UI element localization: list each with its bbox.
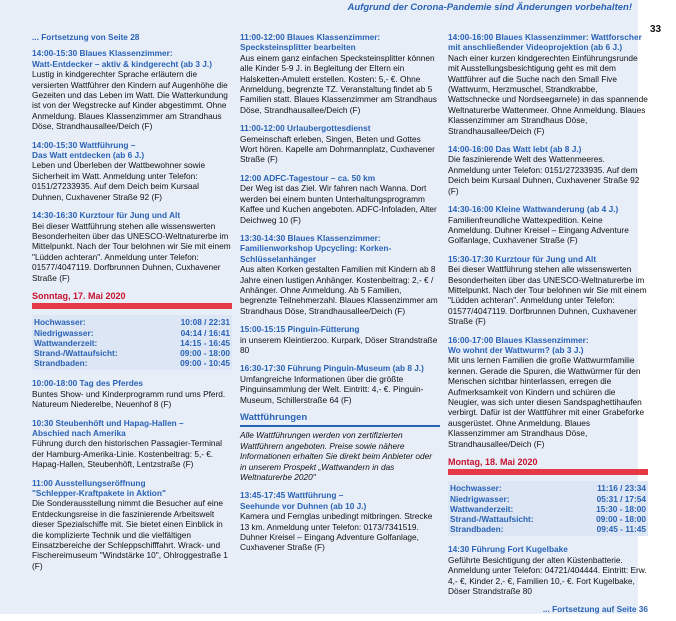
event-subtitle: Familienworkshop Upcycling: Korken-Schlüsselanhänger bbox=[240, 243, 392, 264]
tide-row bbox=[34, 358, 230, 368]
event-description: Die faszinierende Welt des Wattenmeeres. Anmeldung unter Telefon: 0151/27233935. Auf dem Deich beim Kursaal Duhnen, Cuxhavener Straße 92 (F) bbox=[448, 154, 640, 196]
event-title: 16:30-17:30 Führung Pinguin-Museum (ab 8 J.) bbox=[240, 363, 424, 374]
tide-label: Niedrigwasser: bbox=[34, 327, 94, 338]
tide-label: Niedrigwasser: bbox=[450, 493, 510, 504]
continue-to-link[interactable]: ... Fortsetzung auf Seite 36 bbox=[542, 604, 648, 615]
tide-value: 15:30 - 18:00 bbox=[596, 503, 646, 514]
tide-row bbox=[34, 348, 230, 358]
event-title: 11:00-12:00 Blaues Klassenzimmer: bbox=[240, 32, 381, 42]
event-title: 13:45-17:45 Wattführung – bbox=[240, 490, 344, 501]
event-entry bbox=[32, 140, 232, 202]
event-title: 10:00-18:00 Tag des Pferdes bbox=[32, 378, 143, 389]
event-description: Kamera und Fernglas unbedingt mitbringen. Strecke 13 km. Anmeldung unter Telefon: 0173/7341519. Duhner Kreisel – Eingang Adventure Golfanlage, Cuxhavener Straße (F) bbox=[240, 511, 433, 553]
event-description: Nach einer kurzen kindgerechten Einführungsrunde mit Ausstellungsbesichtigung geht es mit dem Wattführer auf die Suche nach den Small Five (Wattwurm, Herzmuschel, Strandkrabbe, Wattschnecke und Nordseegarnele) in das spannende Weltnaturerbe Wattenmeer. Ohne Anmeldung. Blaues Klassenzimmer am Strandhaus Döse, Strandhausallee/Deich (F) bbox=[448, 52, 648, 136]
tide-table bbox=[32, 315, 232, 370]
event-subtitle: Abschied nach Amerika bbox=[32, 427, 126, 438]
event-subtitle: Specksteinsplitter bearbeiten bbox=[240, 42, 356, 53]
event-title: 16:00-17:00 Blaues Klassenzimmer: bbox=[448, 334, 589, 345]
tide-value: 09:00 - 18:00 bbox=[596, 514, 646, 525]
tide-row bbox=[450, 504, 646, 514]
event-entry bbox=[448, 254, 648, 327]
continue-from-link[interactable]: ... Fortsetzung von Seite 28 bbox=[32, 32, 140, 42]
event-description: in unserem Kleintierzoo. Kurpark, Döser Strandstraße 80 bbox=[240, 334, 438, 355]
tide-value: 09:00 - 18:00 bbox=[180, 347, 230, 358]
day-heading: Sonntag, 17. Mai 2020 bbox=[32, 290, 126, 301]
section-heading: Wattführungen bbox=[240, 412, 308, 423]
day-bar bbox=[448, 469, 648, 475]
tide-value: 05:31 / 17:54 bbox=[596, 493, 646, 504]
event-subtitle: Wo wohnt der Wattwurm? (ab 3 J.) bbox=[448, 344, 584, 355]
event-title: 11:00 Ausstellungseröffnung bbox=[32, 477, 146, 488]
event-description: Geführte Besichtigung der alten Küstenbatterie. Anmeldung unter Telefon: 04721/404444. Eintritt: Erw. 4,- €, Kinder 2,- €, Familien 10,- €. Fort Kugelbake, Döser Strandstraße 80 bbox=[448, 554, 647, 597]
event-entry bbox=[448, 144, 648, 196]
tide-row bbox=[34, 338, 230, 348]
event-title: 10:30 Steubenhöft und Hapag-Hallen – bbox=[32, 417, 184, 428]
tide-label: Wattwanderzeit: bbox=[450, 503, 514, 514]
tide-value: 09:00 - 10:45 bbox=[180, 358, 230, 369]
event-title: 14:00-16:00 Das Watt lebt (ab 8 J.) bbox=[448, 144, 582, 155]
event-title: 14:30-16:00 Kleine Wattwanderung (ab 4 J.) bbox=[448, 204, 619, 215]
tide-table bbox=[448, 481, 648, 536]
event-entry bbox=[32, 418, 232, 470]
event-entry bbox=[32, 48, 232, 131]
day-heading: Montag, 18. Mai 2020 bbox=[448, 457, 538, 468]
tide-value: 14:15 - 16:45 bbox=[180, 337, 230, 348]
notice-bar bbox=[0, 0, 638, 18]
tide-value: 10:08 / 22:31 bbox=[180, 317, 230, 328]
event-title: 14:00-16:00 Blaues Klassenzimmer: Wattforscher bbox=[448, 32, 642, 42]
event-entry bbox=[240, 490, 440, 552]
tide-row bbox=[450, 524, 646, 534]
event-title: 11:00-12:00 Urlaubergottesdienst bbox=[240, 123, 371, 134]
tide-row bbox=[34, 328, 230, 338]
event-description: Bei dieser Wattführung stehen alle wissenswerten Besonderheiten über das UNESCO-Weltnaturerbe im Mittelpunkt. Nach der Tour belohnen wir Sie mit einem "Lüdden achteran". Anmeldung unter Telefon: 01577/4047119. Dorfbrunnen Duhnen, Cuxhavener Straße (F) bbox=[448, 264, 647, 327]
event-description: Mit uns lernen Familien die große Wattwurmfamilie kennen. Gerade die Spuren, die Wattwürmer für den Menschen sichtbar hinterlassen, erregen die Aufmerksamkeit von Kindern und schüren die Neugier, was sich unter diesen Sandspaghettihaufen verbirgt. Dafür ist der Wattführer mit einer Grabeforke ausgerüstet. Ohne Anmeldung. Blaues Klassenzimmer am Strandhaus Döse, Strandhausallee/Deich (F) bbox=[448, 355, 645, 449]
notice-text: Aufgrund der Corona-Pandemie sind Änderungen vorbehalten! bbox=[347, 2, 632, 13]
day-bar bbox=[32, 303, 232, 309]
page-number: 33 bbox=[650, 24, 662, 35]
event-entry bbox=[32, 378, 232, 409]
tide-row bbox=[450, 483, 646, 493]
event-description: Gemeinschaft erleben, Singen, Beten und Gottes Wort hören. Kapelle am Dohrmannplatz, Cuxhavener Straße (F) bbox=[240, 133, 435, 165]
event-entry bbox=[240, 32, 440, 115]
column-2 bbox=[240, 32, 440, 561]
event-entry bbox=[448, 204, 648, 246]
event-title: 15:00-15:15 Pinguin-Fütterung bbox=[240, 324, 360, 335]
event-entry bbox=[32, 478, 232, 572]
event-entry bbox=[32, 210, 232, 283]
event-subtitle: Watt-Entdecker – aktiv & kindgerecht (ab 3 J.) bbox=[32, 58, 212, 69]
tide-row bbox=[450, 514, 646, 524]
event-entry bbox=[240, 173, 440, 225]
tide-label: Strandbaden: bbox=[450, 524, 504, 535]
tide-label: Wattwanderzeit: bbox=[34, 337, 98, 348]
event-description: Bei dieser Wattführung stehen alle wissenswerten Besonderheiten über das UNESCO-Weltnaturerbe im Mittelpunkt. Nach der Tour belohnen wir Sie mit einem "Lüdden achteran". Anmeldung unter Telefon: 01577/4047119. Dorfbrunnen Duhnen, Cuxhavener Straße (F) bbox=[32, 220, 231, 283]
tide-label: Strand-/Wattaufsicht: bbox=[34, 347, 118, 358]
event-title: 14:30 Führung Fort Kugelbake bbox=[448, 544, 568, 555]
event-subtitle: "Schlepper-Kraftpakete in Aktion" bbox=[32, 488, 166, 499]
tide-value: 04:14 / 16:41 bbox=[180, 327, 230, 338]
event-description: Familienfreundliche Wattexpedition. Keine Anmeldung. Duhner Kreisel – Eingang Adventure Golfanlage, Cuxhavener Straße (F) bbox=[448, 214, 629, 246]
event-entry bbox=[240, 324, 440, 355]
event-subtitle: Das Watt entdecken (ab 6 J.) bbox=[32, 150, 145, 161]
event-entry bbox=[240, 363, 440, 405]
event-title: 12:00 ADFC-Tagestour – ca. 50 km bbox=[240, 172, 376, 183]
column-1 bbox=[32, 32, 232, 579]
section-note: Alle Wattführungen werden von zertifizierten Wattführern angeboten. Preise sowie nähere Informationen erhalten Sie direkt beim Anbieter oder in unserem Prospekt „Wattwandern in das Weltnaturerbe 2020" bbox=[240, 430, 433, 483]
event-entry bbox=[240, 123, 440, 165]
event-description: Führung durch den historischen Passagier-Terminal der Hamburg-Amerika-Linie. Kostenbeitrag: 5,- €. Hapag-Hallen, Steubenhöft, Lentzstraße (F) bbox=[32, 438, 223, 470]
event-description: Der Weg ist das Ziel. Wir fahren nach Wanna. Dort werden bei einem bunten Unterhaltungsprogramm Kaffee und Kuchen angeboten. ADFC-Infoladen, Alter Deichweg 10 (F) bbox=[240, 183, 437, 225]
event-description: Lustig in kindgerechter Sprache erläutern die versierten Wattführer den Kindern auf Augenhöhe die Gezeiten und das Leben im Watt. Die Watterkundung ist von der Wegstrecke auf Kinder abgestimmt. Ohne Anmeldung. Blaues Klassenzimmer am Strandhaus Döse, Strandhausallee/Deich (F) bbox=[32, 69, 228, 132]
event-entry bbox=[448, 335, 648, 449]
event-description: Leben und Überleben der Wattbewohner sowie Sicherheit im Watt. Anmeldung unter Telefon: 0151/27233935. Auf dem Deich beim Kursaal Duhnen, Cuxhavener Straße 92 (F) bbox=[32, 160, 206, 202]
event-title: 14:00-15:30 Wattführung – bbox=[32, 139, 136, 150]
event-description: Aus alten Korken gestalten Familien mit Kindern ab 8 Jahre einen lustigen Anhänger. Kostenbeitrag: 2,- € / Anhänger. Ohne Anmeldung. Ab 5 Familien, begrenzte Teilnehmerzahl. Blaues Klassenzimmer am Strandhaus Döse, Strandhausallee/Deich (F) bbox=[240, 264, 438, 316]
event-description: Die Sonderausstellung nimmt die Besucher auf eine Entdeckungsreise in die faszinierende Arbeitswelt dieser Spezialschiffe mit. Sie bietet einen Einblick in die komplizierte Technik und die vielfältigen Einsatzbereiche der Schleppschifffahrt. Wrack- und Fischereimuseum "Windstärke 10", Ohlroggestraße 1 (F) bbox=[32, 498, 228, 571]
event-title: 14:00-15:30 Blaues Klassenzimmer: bbox=[32, 48, 173, 59]
tide-label: Hochwasser: bbox=[34, 317, 86, 328]
event-description: Aus einem ganz einfachen Specksteinsplitter können alle Kinder 5-9 J. in Begleitung der Eltern ein Halsketten-Amulett erstellen. Kosten: 5,- €. Ohne Anmeldung, begrenzte TZ. Veranstaltung findet ab 5 Familien statt. Blaues Klassenzimmer am Strandhaus Döse, Strandhausallee/Deich (F) bbox=[240, 52, 437, 115]
tide-label: Strandbaden: bbox=[34, 358, 88, 369]
event-subtitle: Seehunde vor Duhnen (ab 10 J.) bbox=[240, 500, 367, 511]
tide-row bbox=[34, 317, 230, 327]
section-rule bbox=[240, 425, 440, 427]
column-3 bbox=[448, 32, 648, 615]
event-title: 13:30-14:30 Blaues Klassenzimmer: bbox=[240, 232, 381, 243]
event-entry bbox=[448, 544, 648, 596]
tide-value: 11:16 / 23:34 bbox=[597, 483, 646, 494]
event-title: 15:30-17:30 Kurztour für Jung und Alt bbox=[448, 253, 597, 264]
event-entry bbox=[448, 32, 648, 136]
tide-label: Hochwasser: bbox=[450, 483, 502, 494]
tide-row bbox=[450, 494, 646, 504]
tide-label: Strand-/Wattaufsicht: bbox=[450, 514, 534, 525]
event-subtitle: mit anschließender Videoprojektion (ab 6 J.) bbox=[448, 42, 623, 53]
event-title: 14:30-16:30 Kurztour für Jung und Alt bbox=[32, 210, 181, 221]
event-entry bbox=[240, 233, 440, 316]
tide-value: 09:45 - 11:45 bbox=[596, 524, 646, 535]
event-description: Buntes Show- und Kinderprogramm rund ums Pferd. Natureum Niederelbe, Neuenhof 8 (F) bbox=[32, 388, 226, 410]
event-description: Umfangreiche Informationen über die größte Pinguinsammlung der Welt. Eintritt: 4,- €. Pinguin-Museum, Schillerstraße 64 (F) bbox=[240, 373, 424, 405]
